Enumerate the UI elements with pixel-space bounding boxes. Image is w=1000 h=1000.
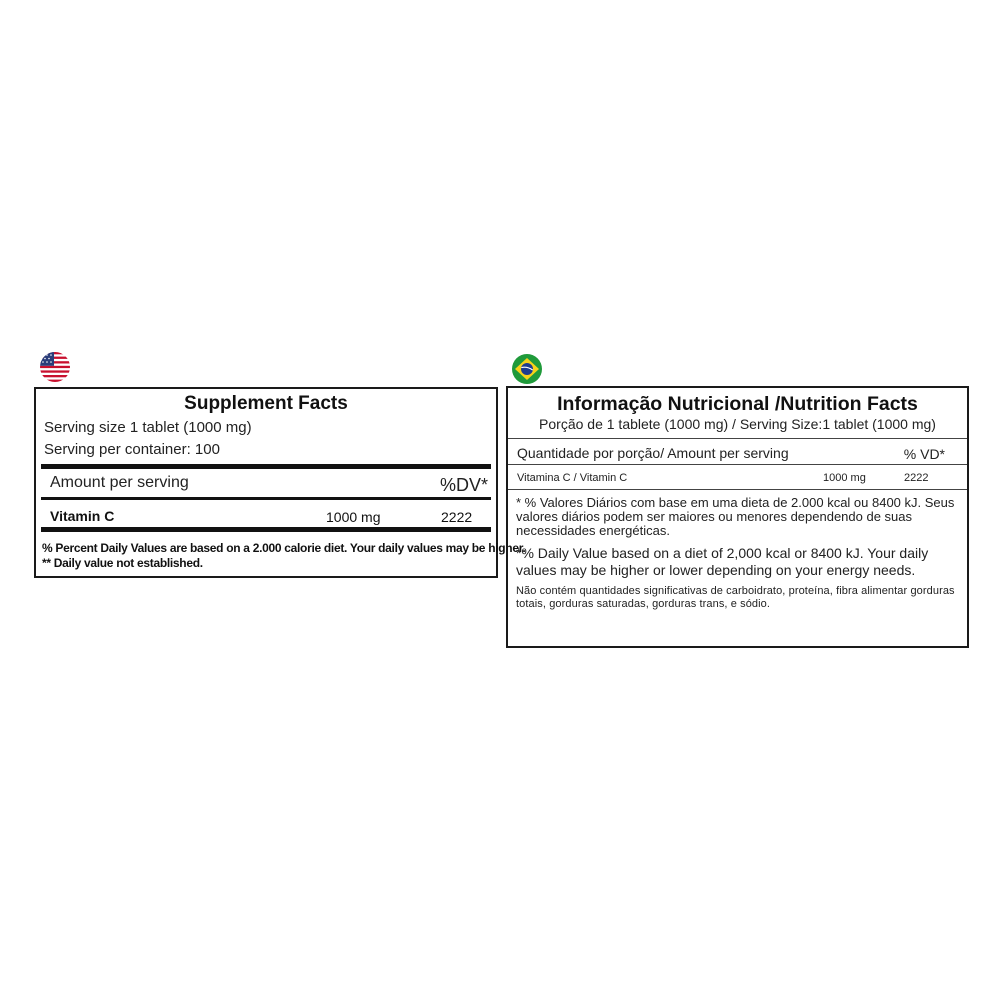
divider xyxy=(508,464,967,465)
nutrient-name: Vitamina C / Vitamin C xyxy=(517,472,628,484)
nutrition-facts-title: Informação Nutricional /Nutrition Facts xyxy=(557,393,918,415)
nutrition-facts-panel xyxy=(506,386,969,648)
thick-divider xyxy=(41,527,491,532)
footnote-not-significant: Não contém quantidades significativas de carboidrato, proteína, fibra alimentar gorduras totais, gorduras saturadas, gorduras trans, e sódio. xyxy=(516,585,955,610)
us-flag-icon xyxy=(40,352,70,382)
supplement-facts-title: Supplement Facts xyxy=(184,393,348,414)
footnote: % Percent Daily Values are based on a 2.000 calorie diet. Your daily values may be higher. xyxy=(42,541,526,555)
amount-per-serving-header: Quantidade por porção/ Amount per serving xyxy=(517,445,789,461)
nutrient-amount: 1000 mg xyxy=(326,509,381,525)
supplement-facts-panel xyxy=(34,387,526,578)
divider xyxy=(508,438,967,439)
footnote-portuguese: * % Valores Diários com base em uma dieta de 2.000 kcal ou 8400 kJ. Seus valores diários podem ser maiores ou menores dependendo de suas necessidades energéticas. xyxy=(516,495,955,538)
serving-size: Porção de 1 tablete (1000 mg) / Serving Size:1 tablet (1000 mg) xyxy=(539,416,936,432)
thick-divider xyxy=(41,464,491,469)
divider xyxy=(508,489,967,490)
amount-per-serving-header: Amount per serving xyxy=(50,474,189,491)
serving-size: Serving size 1 tablet (1000 mg) xyxy=(44,419,252,436)
vd-header: % VD* xyxy=(903,446,945,462)
brazil-flag-icon xyxy=(512,354,542,384)
nutrient-vd: 2222 xyxy=(904,472,929,484)
footnote: ** Daily value not established. xyxy=(42,556,203,570)
servings-per-container: Serving per container: 100 xyxy=(44,441,220,458)
nutrient-name: Vitamin C xyxy=(50,508,115,524)
nutrient-amount: 1000 mg xyxy=(823,472,866,484)
dv-header: %DV* xyxy=(439,475,488,495)
medium-divider xyxy=(41,497,491,500)
footnote-english: *% Daily Value based on a diet of 2,000 kcal or 8400 kJ. Your daily values may be higher or lower depending on your energy needs. xyxy=(516,545,929,578)
nutrient-dv: 2222 xyxy=(441,509,473,525)
